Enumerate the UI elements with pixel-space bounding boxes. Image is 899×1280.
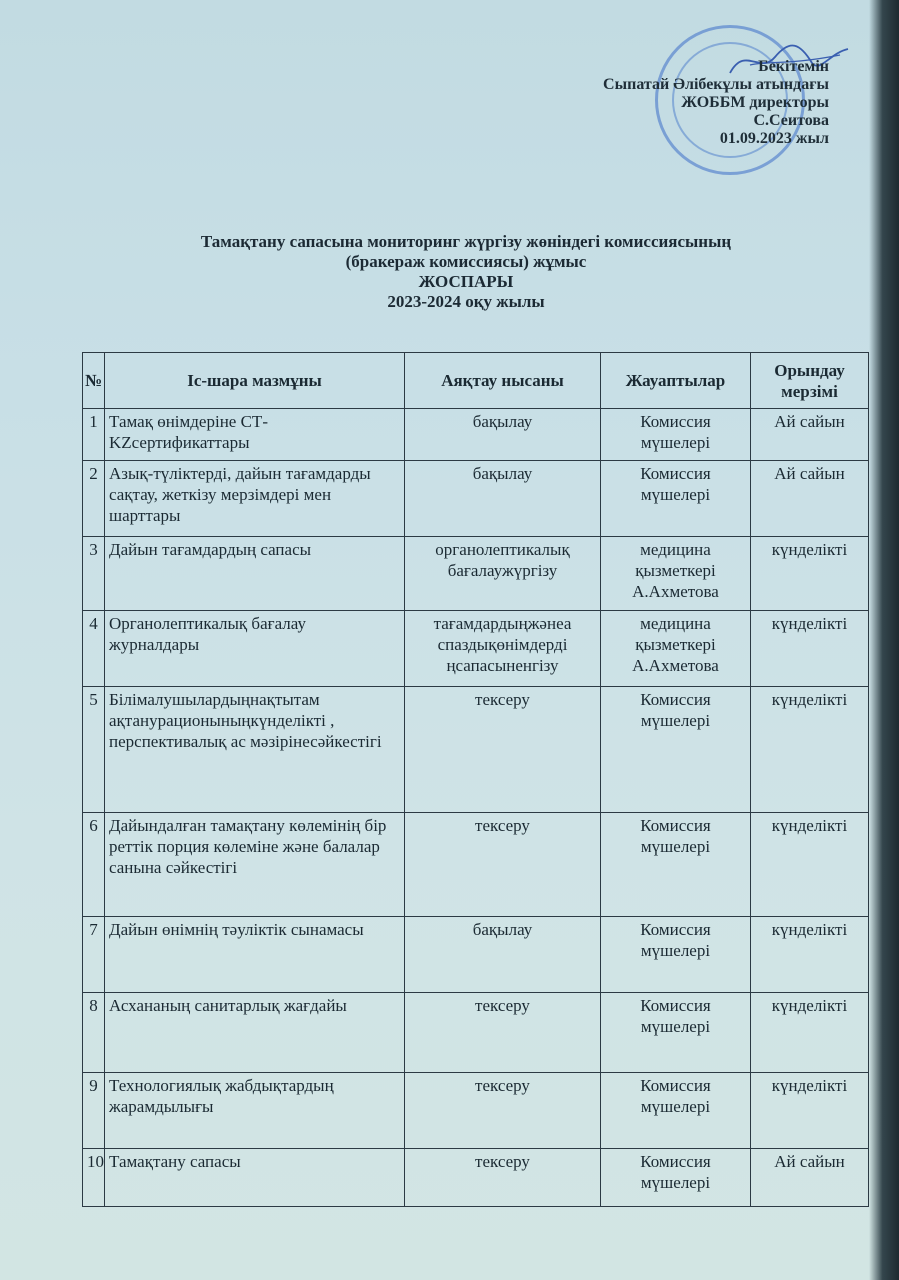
title-line-4: 2023-2024 оқу жылы xyxy=(387,292,545,311)
row-responsible: Комиссия мүшелері xyxy=(601,409,751,461)
table-row xyxy=(83,611,869,687)
table-row xyxy=(83,813,869,917)
row-number: 6 xyxy=(83,813,105,917)
approval-label: Бекітемін xyxy=(758,58,829,75)
row-term: күнделікті xyxy=(751,687,869,813)
approval-director-name: С.Сеитова xyxy=(753,112,829,129)
row-number: 5 xyxy=(83,687,105,813)
row-responsible: Комиссия мүшелері xyxy=(601,1149,751,1207)
header-term: Орындау мерзімі xyxy=(751,353,869,409)
header-number: № xyxy=(83,353,105,409)
row-form: тағамдардыңжәнеа спаздықөнімдерді ңсапасыненгізу xyxy=(405,611,601,687)
row-form: бақылау xyxy=(405,409,601,461)
table-row xyxy=(83,461,869,537)
table-row xyxy=(83,993,869,1073)
approval-school: Сыпатай Әлібекұлы атындағы xyxy=(603,76,829,93)
row-responsible: Комиссия мүшелері xyxy=(601,813,751,917)
table-row xyxy=(83,409,869,461)
row-event: Білімалушылардыңнақтытам ақтанурационыныңкүнделікті , перспективалық ас мәзірінесәйкестігі xyxy=(105,687,405,813)
table-row xyxy=(83,1149,869,1207)
row-event: Азық-түліктерді, дайын тағамдарды сақтау, жеткізу мерзімдері мен шарттары xyxy=(105,461,405,537)
row-form: тексеру xyxy=(405,813,601,917)
row-event: Дайын өнімнің тәуліктік сынамасы xyxy=(105,917,405,993)
header-event: Іс-шара мазмұны xyxy=(105,353,405,409)
row-event: Органолептикалық бағалау журналдары xyxy=(105,611,405,687)
plan-table xyxy=(82,352,869,1207)
row-number: 2 xyxy=(83,461,105,537)
row-event: Дайындалған тамақтану көлемінің бір реттік порция көлеміне және балалар санына сәйкестігі xyxy=(105,813,405,917)
title-line-2: (бракераж комиссиясы) жұмыс xyxy=(345,252,587,271)
row-event: Тамақ өнімдеріне СТ-KZсертификаттары xyxy=(105,409,405,461)
row-term: Ай сайын xyxy=(751,409,869,461)
row-form: тексеру xyxy=(405,1073,601,1149)
row-form: тексеру xyxy=(405,687,601,813)
row-term: Ай сайын xyxy=(751,1149,869,1207)
row-responsible: медицина қызметкері А.Ахметова xyxy=(601,611,751,687)
row-number: 1 xyxy=(83,409,105,461)
row-form: тексеру xyxy=(405,1149,601,1207)
table-row xyxy=(83,1073,869,1149)
row-term: күнделікті xyxy=(751,993,869,1073)
table-header-row xyxy=(83,353,869,409)
row-responsible: Комиссия мүшелері xyxy=(601,993,751,1073)
row-number: 8 xyxy=(83,993,105,1073)
row-number: 3 xyxy=(83,537,105,611)
row-responsible: Комиссия мүшелері xyxy=(601,687,751,813)
row-form: бақылау xyxy=(405,917,601,993)
approval-date: 01.09.2023 жыл xyxy=(719,130,829,147)
row-responsible: Комиссия мүшелері xyxy=(601,461,751,537)
table-row xyxy=(83,917,869,993)
row-number: 7 xyxy=(83,917,105,993)
row-number: 10 xyxy=(83,1149,105,1207)
row-number: 4 xyxy=(83,611,105,687)
row-event: Технологиялық жабдықтардың жарамдылығы xyxy=(105,1073,405,1149)
row-form: тексеру xyxy=(405,993,601,1073)
row-event: Асхананың санитарлық жағдайы xyxy=(105,993,405,1073)
document-title xyxy=(90,232,842,312)
row-number: 9 xyxy=(83,1073,105,1149)
row-term: күнделікті xyxy=(751,537,869,611)
table-row xyxy=(83,687,869,813)
row-event: Дайын тағамдардың сапасы xyxy=(105,537,405,611)
row-term: Ай сайын xyxy=(751,461,869,537)
header-form: Аяқтау нысаны xyxy=(405,353,601,409)
table-row xyxy=(83,537,869,611)
row-form: бақылау xyxy=(405,461,601,537)
page-edge-shadow xyxy=(869,0,899,1280)
title-line-1: Тамақтану сапасына мониторинг жүргізу жөніндегі комиссиясының xyxy=(200,232,732,251)
row-responsible: Комиссия мүшелері xyxy=(601,1073,751,1149)
row-term: күнделікті xyxy=(751,917,869,993)
row-term: күнделікті xyxy=(751,1073,869,1149)
header-responsible: Жауаптылар xyxy=(601,353,751,409)
row-term: күнделікті xyxy=(751,611,869,687)
row-responsible: медицина қызметкері А.Ахметова xyxy=(601,537,751,611)
row-event: Тамақтану сапасы xyxy=(105,1149,405,1207)
row-term: күнделікті xyxy=(751,813,869,917)
row-form: органолептикалық бағалаужүргізу xyxy=(405,537,601,611)
approval-position: ЖОББМ директоры xyxy=(681,94,829,111)
title-line-3: ЖОСПАРЫ xyxy=(418,272,514,291)
row-responsible: Комиссия мүшелері xyxy=(601,917,751,993)
approval-block xyxy=(603,58,829,148)
